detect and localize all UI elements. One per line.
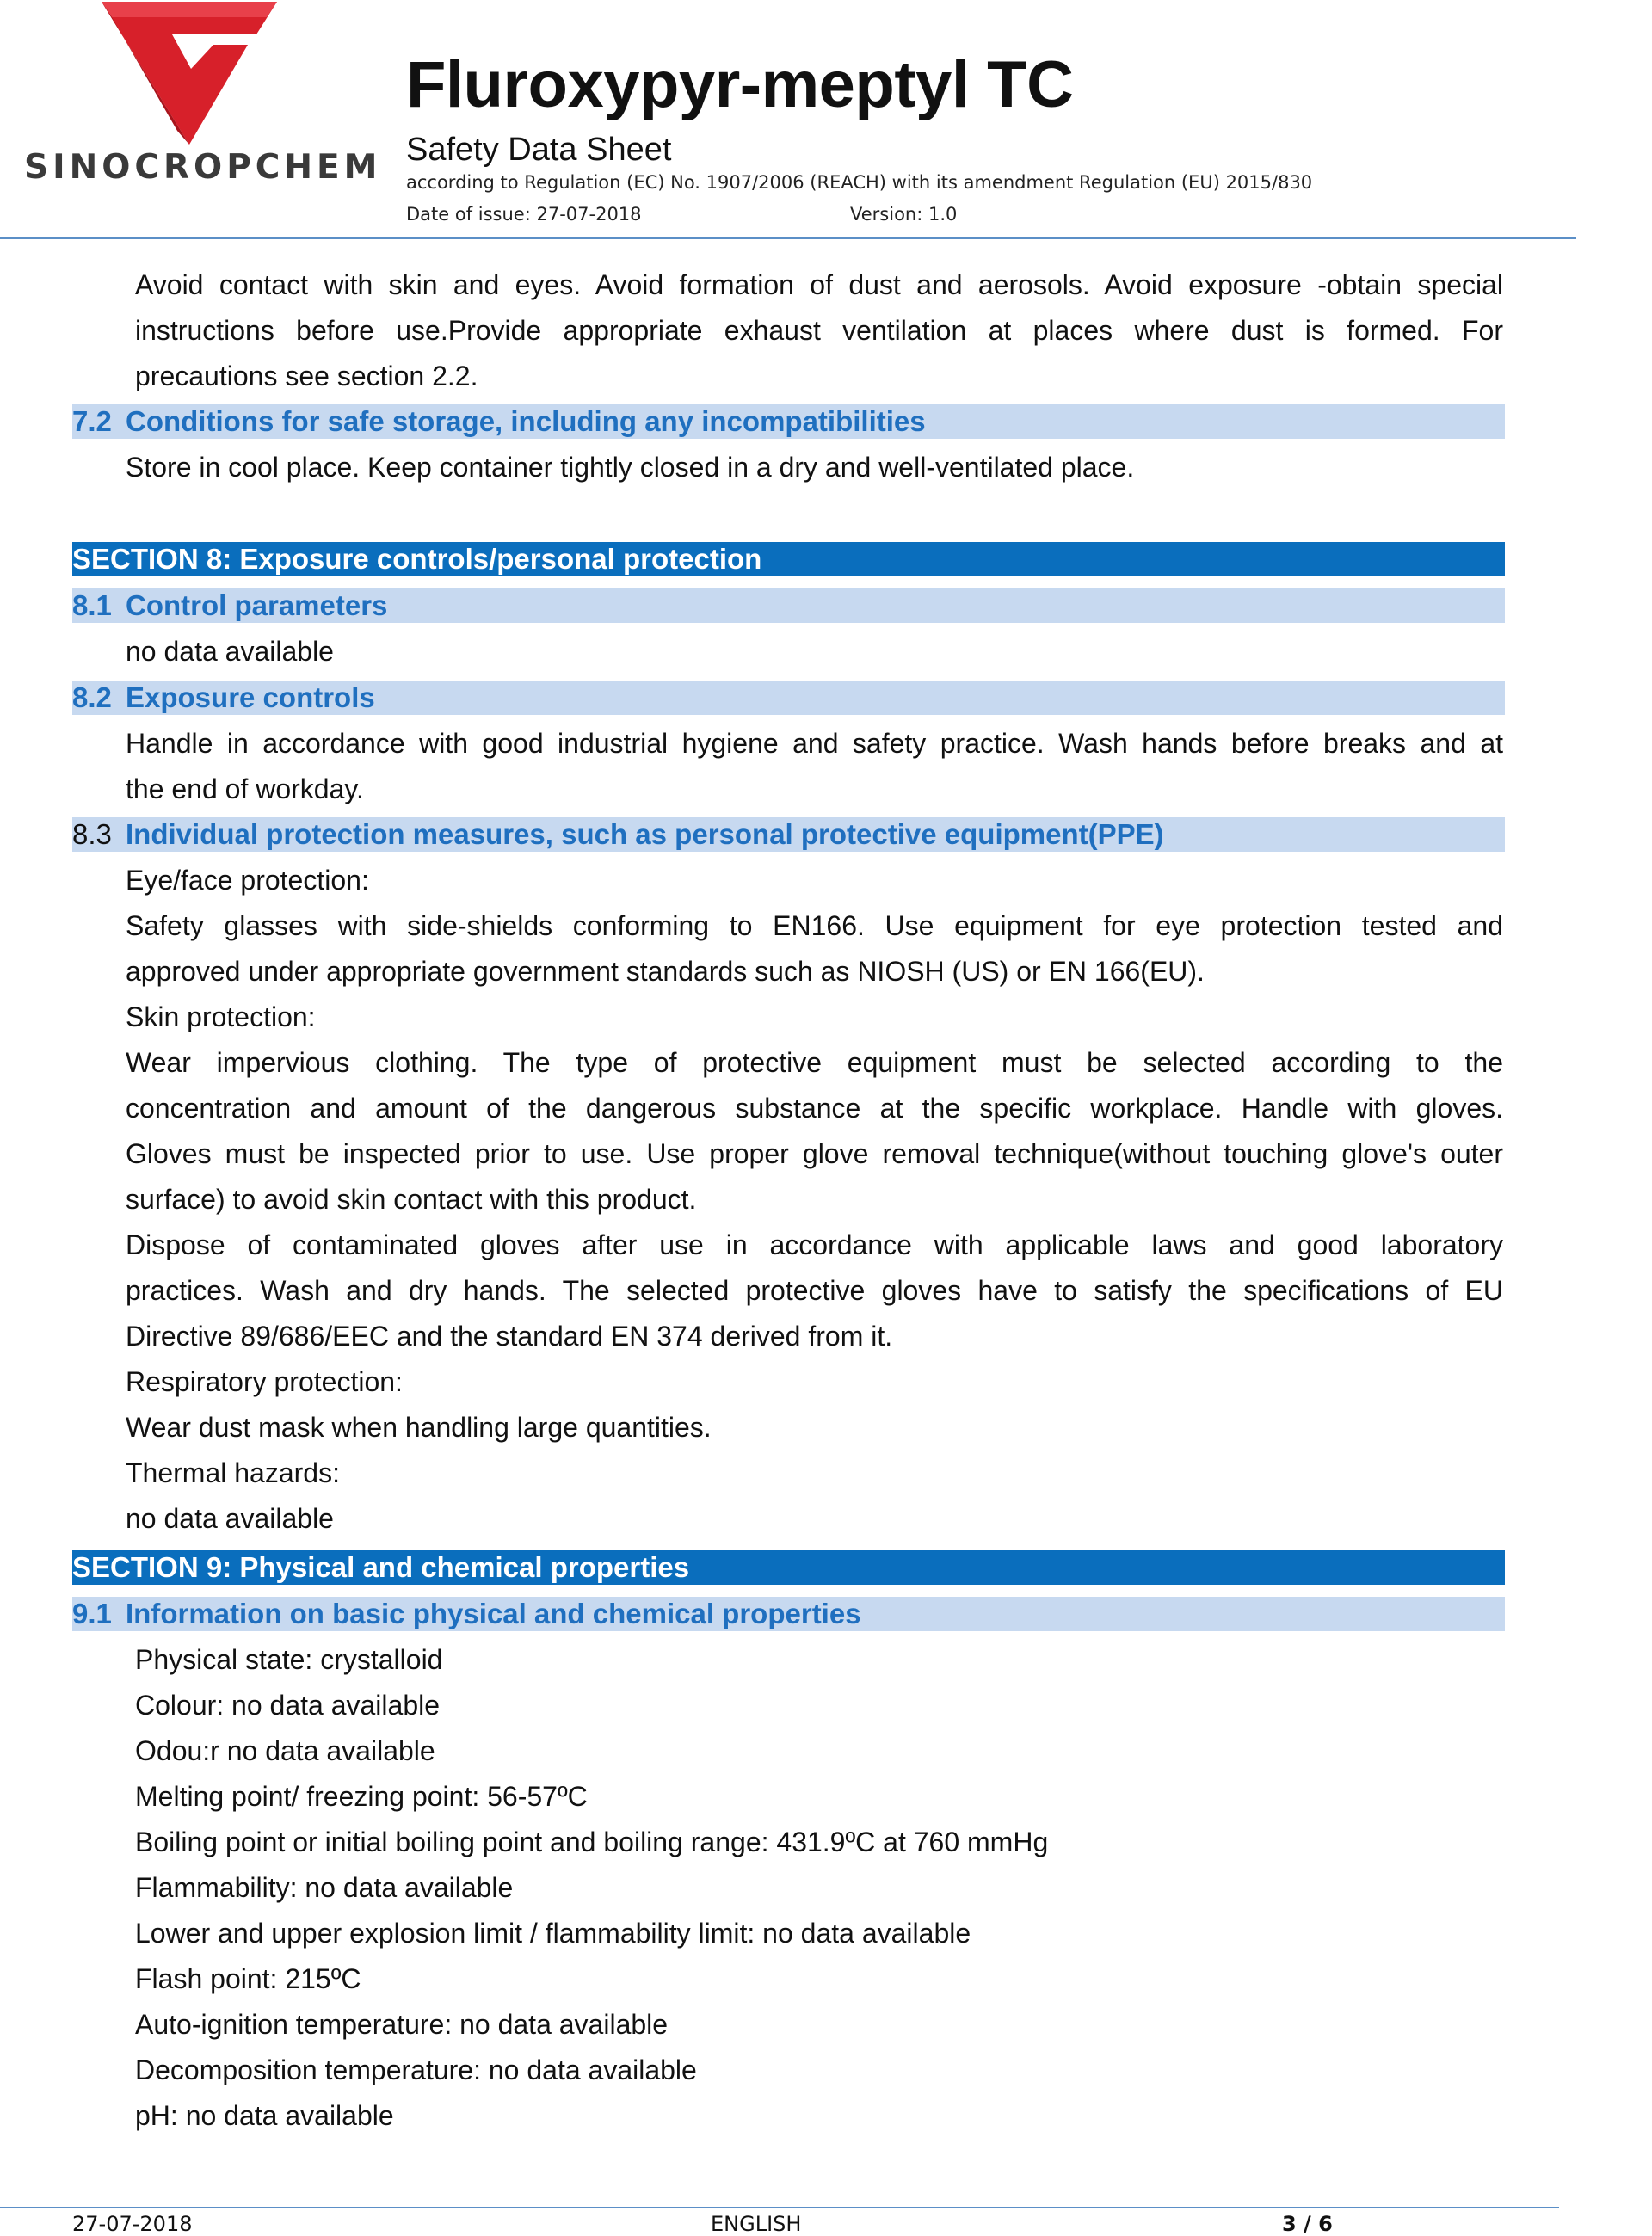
field-label: Skin protection:	[126, 1001, 316, 1032]
subsection-number: 9.1	[72, 1598, 112, 1629]
property-line: Decomposition temperature: no data available	[135, 2054, 697, 2085]
paragraph-line: surface) to avoid skin contact with this product.	[126, 1184, 697, 1215]
version: Version: 1.0	[850, 204, 958, 225]
subsection-number: 7.2	[72, 405, 112, 437]
regulation-note: according to Regulation (EC) No. 1907/2006 (REACH) with its amendment Regulation (EU) 2015/830	[406, 172, 1313, 193]
property-line: Lower and upper explosion limit / flammability limit: no data available	[135, 1918, 971, 1949]
paragraph-line: no data available	[126, 636, 334, 667]
subsection-heading-8-3	[72, 817, 1505, 852]
paragraph-line: Dispose of contaminated gloves after use in accordance with applicable laws and good laboratory	[126, 1229, 1503, 1260]
property-line: Colour: no data available	[135, 1690, 441, 1721]
page-number: 3 / 6	[1282, 2212, 1333, 2236]
subsection-number: 8.3	[72, 818, 112, 850]
paragraph-line: Handle in accordance with good industrial hygiene and safety practice. Wash hands before breaks and at	[126, 728, 1503, 759]
subsection-heading-8-1	[72, 588, 1505, 623]
paragraph-line: Avoid contact with skin and eyes. Avoid formation of dust and aerosols. Avoid exposure -obtain special	[135, 269, 1503, 300]
paragraph-line: approved under appropriate government standards such as NIOSH (US) or EN 166(EU).	[126, 956, 1205, 987]
paragraph-line: Gloves must be inspected prior to use. Use proper glove removal technique(without touching glove's outer	[126, 1138, 1503, 1169]
property-line: Odou:r no data available	[135, 1735, 435, 1766]
subsection-number: 8.2	[72, 681, 112, 713]
logo-emblem-icon	[95, 0, 284, 146]
subsection-heading-9-1	[72, 1597, 1505, 1631]
paragraph-line: precautions see section 2.2.	[135, 360, 478, 391]
footer-divider	[0, 2207, 1559, 2208]
paragraph-line: concentration and amount of the dangerous substance at the specific workplace. Handle with gloves.	[126, 1093, 1503, 1124]
subsection-heading-7-2	[72, 404, 1505, 439]
subsection-title: Information on basic physical and chemical properties	[126, 1598, 861, 1629]
field-label: Thermal hazards:	[126, 1457, 340, 1488]
company-logo	[24, 0, 382, 198]
property-line: Auto-ignition temperature: no data available	[135, 2009, 669, 2040]
paragraph-line: Wear dust mask when handling large quantities.	[126, 1412, 712, 1443]
subsection-heading-8-2	[72, 681, 1505, 715]
property-line: Melting point/ freezing point: 56-57ºC	[135, 1781, 588, 1812]
section-heading-9: SECTION 9: Physical and chemical properties	[72, 1550, 1505, 1585]
subsection-number: 8.1	[72, 589, 112, 621]
property-line: pH: no data available	[135, 2100, 394, 2131]
property-line: Boiling point or initial boiling point and boiling range: 431.9ºC at 760 mmHg	[135, 1826, 1049, 1857]
document-title: Fluroxypyr-meptyl TC	[406, 48, 1074, 121]
field-label: Respiratory protection:	[126, 1366, 403, 1397]
document-subtitle: Safety Data Sheet	[406, 132, 672, 168]
property-line: Physical state: crystalloid	[135, 1644, 443, 1675]
paragraph-line: Directive 89/686/EEC and the standard EN 374 derived from it.	[126, 1321, 893, 1352]
subsection-title: Individual protection measures, such as personal protective equipment(PPE)	[126, 818, 1164, 850]
section-heading-8: SECTION 8: Exposure controls/personal protection	[72, 542, 1505, 576]
paragraph-line: no data available	[126, 1503, 334, 1534]
date-of-issue: Date of issue: 27-07-2018	[406, 204, 642, 225]
subsection-title: Conditions for safe storage, including any incompatibilities	[126, 405, 926, 437]
subsection-title: Exposure controls	[126, 681, 375, 713]
paragraph-line: Safety glasses with side-shields conforming to EN166. Use equipment for eye protection tested and	[126, 910, 1503, 941]
property-line: Flash point: 215ºC	[135, 1963, 361, 1994]
logo-wordmark: SINOCROPCHEM	[24, 148, 382, 187]
paragraph-line: Wear impervious clothing. The type of protective equipment must be selected according to the	[126, 1047, 1503, 1078]
property-line: Flammability: no data available	[135, 1872, 514, 1903]
subsection-title: Control parameters	[126, 589, 388, 621]
footer-language: ENGLISH	[711, 2212, 802, 2236]
field-label: Eye/face protection:	[126, 865, 369, 896]
paragraph-line: the end of workday.	[126, 773, 364, 804]
paragraph-line: Store in cool place. Keep container tightly closed in a dry and well-ventilated place.	[126, 452, 1135, 483]
header-divider	[0, 237, 1576, 239]
footer-date: 27-07-2018	[72, 2212, 193, 2236]
paragraph-line: instructions before use.Provide appropriate exhaust ventilation at places where dust is formed. For	[135, 315, 1503, 346]
page-header	[0, 0, 1652, 241]
paragraph-line: practices. Wash and dry hands. The selected protective gloves have to satisfy the specifications of EU	[126, 1275, 1503, 1306]
